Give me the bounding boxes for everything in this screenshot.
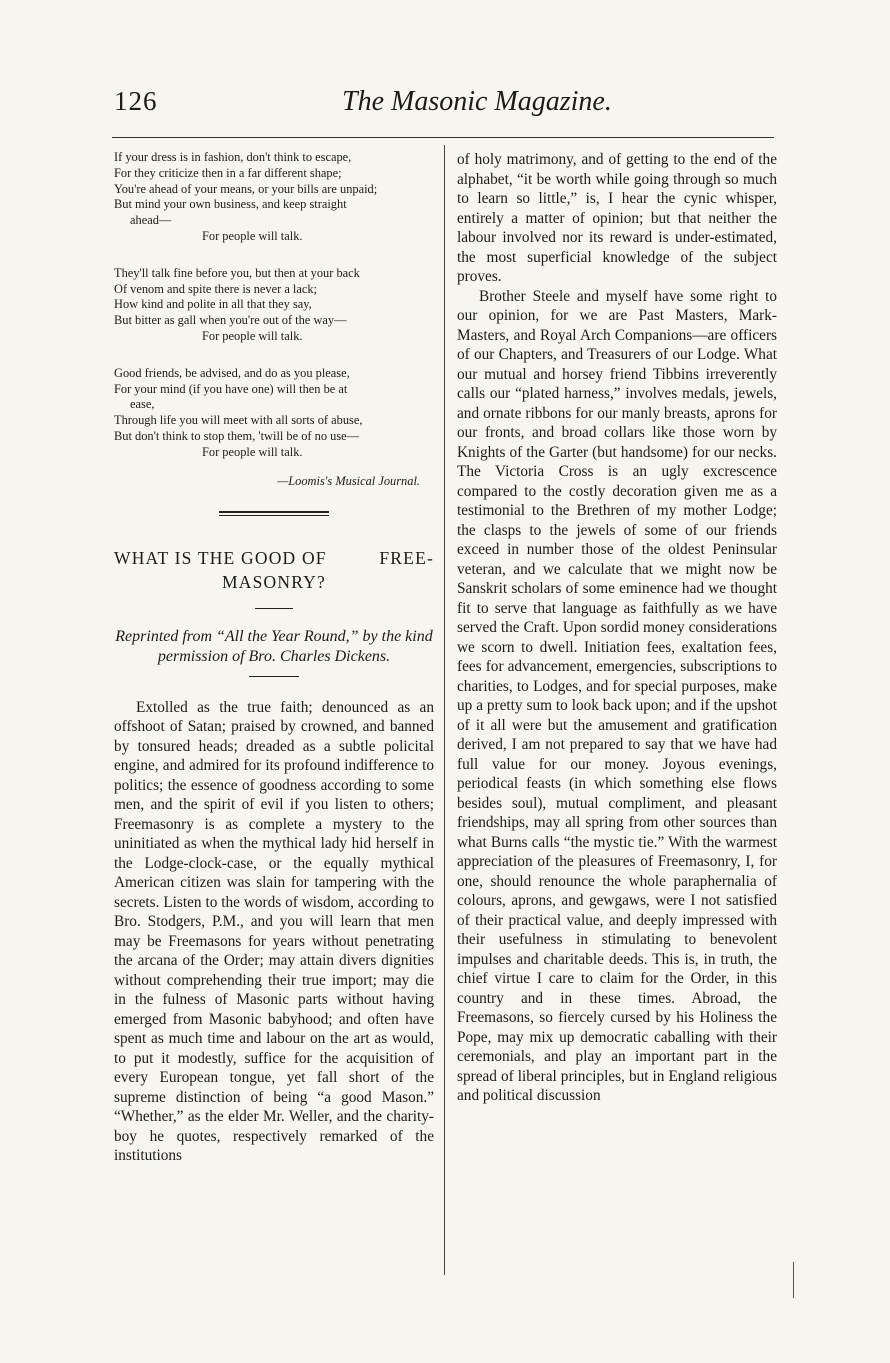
article-title-part1-end: FREE- [379, 547, 434, 568]
article-byline: Reprinted from “All the Year Round,” by the kind permission of Bro. Charles Dickens. [115, 627, 433, 665]
poem-attribution: —Loomis's Musical Journal. [277, 473, 420, 488]
poem-stanza [114, 366, 434, 461]
header-rule [112, 137, 774, 138]
poem-line: They'll talk fine before you, but then at your back [114, 265, 360, 280]
poem-stanza [114, 266, 434, 345]
running-head-title: The Masonic Magazine. [342, 86, 612, 117]
article-paragraph: Brother Steele and myself have some right to our opinion, for we are Past Masters, Mark-Masters, and Royal Arch Companions—are officers of our Chapters, and Treasurers of our Lodge. What our mutual and horsey friend Tibbins irreverently calls our “plated harness,” involves medals, jewels, and ornate ribbons for our manly breasts, aprons for our fronts, and broad collars like those worn by Knights of the Garter (but handsome) for our necks. The Victoria Cross is an ugly excrescence compared to the costly decoration given me as a testimonial to the Brethren of my mother Lodge; the clasps to the jewels of some of our friends exceed in number those of the oldest Peninsular veteran, and we calculate that we might now be Sanskrit scholars of some eminence had we thought fit to serve that language as faithfully as we have served the Craft. Upon sordid money considerations we scorn to dwell. Initiation fees, exaltation fees, fees for advancement, emergencies, subscriptions to charities, to Lodges, and for special purposes, make up a pretty sum to look back upon; and if the upshot of it all were but the amusement and gratification derived, I am not prepared to say that we have had full value for our money. Joyous evenings, periodical feasts (in which something else flows besides soul), mutual compliment, and pleasant friendships, may all spring from other sources than what Burns calls “the mystic tie.” With the warmest appreciation of the pleasures of Freemasonry, I, for one, should renounce the whole paraphernalia of colours, aprons, and gewgaws, were I not satisfied of their practical value, and deeply impressed with their usefulness in stimulating to benevolent impulses and charitable deeds. This is, in truth, the chief virtue I care to claim for the Order, in this country and in these times. Abroad, the Freemasons, so fiercely cursed by his Holiness the Pope, may mix up democratic caballing with their ceremonials, and play an important part in the spread of liberal principles, but in England religious and political discussion [457, 287, 777, 1104]
poem-stanza [114, 150, 434, 245]
poem-line: You're ahead of your means, or your bills are unpaid; [114, 181, 378, 196]
poem-line: ease, [130, 397, 155, 412]
poem-line: But don't think to stop them, 'twill be of no use— [114, 428, 360, 443]
poem-refrain: For people will talk. [202, 328, 303, 343]
poem-line: Good friends, be advised, and do as you please, [114, 365, 350, 380]
poem-line: If your dress is in fashion, don't think to escape, [114, 150, 352, 164]
poem [114, 150, 434, 489]
right-column [457, 150, 777, 1106]
poem-line: But mind your own business, and keep straight [114, 197, 347, 212]
title-rule [255, 608, 293, 609]
poem-line: Of venom and spite there is never a lack; [114, 281, 317, 296]
poem-refrain: For people will talk. [202, 444, 303, 459]
poem-line: For your mind (if you have one) will then be at [114, 381, 348, 396]
page-number: 126 [114, 86, 158, 116]
poem-line: ahead— [130, 213, 172, 228]
section-divider [219, 511, 329, 516]
poem-line: Through life you will meet with all sorts of abuse, [114, 413, 363, 428]
left-column [114, 150, 434, 1181]
margin-mark [793, 1262, 794, 1298]
article-title [114, 546, 434, 594]
poem-refrain: For people will talk. [202, 228, 303, 243]
article-title-part2: MASONRY? [222, 571, 326, 592]
poem-line: But bitter as gall when you're out of the way— [114, 313, 347, 328]
article-paragraph: Extolled as the true faith; denounced as an offshoot of Satan; praised by crowned, and banned by tonsured heads; dreaded as a subtle policital engine, and admired for its profound indifference to politics; the essence of goodness according to some men, and the spirit of evil if you listen to others; Freemasonry is as complete a mystery to the uninitiated as when the mythical lady hid herself in the Lodge-clock-case, or the equally mythical American citizen was slain for tampering with the secrets. Listen to the words of wisdom, according to Bro. Stodgers, P.M., and you will learn that men may be Freemasons for years without penetrating the arcana of the Order; may attain divers dignities without comprehending their true import; may die in the fulness of Masonic parts without having emerged from Masonic babyhood; and often have spent as much time and labour on the art as would, to put it modestly, suffice for the acquisition of every European tongue, yet fall short of the supreme distinction of being “a good Mason.” “Whether,” as the elder Mr. Weller, and the charity-boy he quotes, respectively remarked of the institutions [114, 698, 434, 1165]
article-paragraph: of holy matrimony, and of getting to the end of the alphabet, “it be worth while going through so much to learn so little,” is, I hear the cynic whisper, entirely a matter of opinion; but that neither the labour involved nor its reward is under-estimated, the most superficial knowledge of the subject proves. [457, 151, 777, 285]
byline-rule [249, 676, 299, 677]
column-divider [444, 145, 445, 1275]
poem-line: For they criticize then in a far different shape; [114, 165, 342, 180]
poem-line: How kind and polite in all that they say, [114, 297, 312, 312]
article-title-part1: WHAT IS THE GOOD OF [114, 547, 327, 568]
